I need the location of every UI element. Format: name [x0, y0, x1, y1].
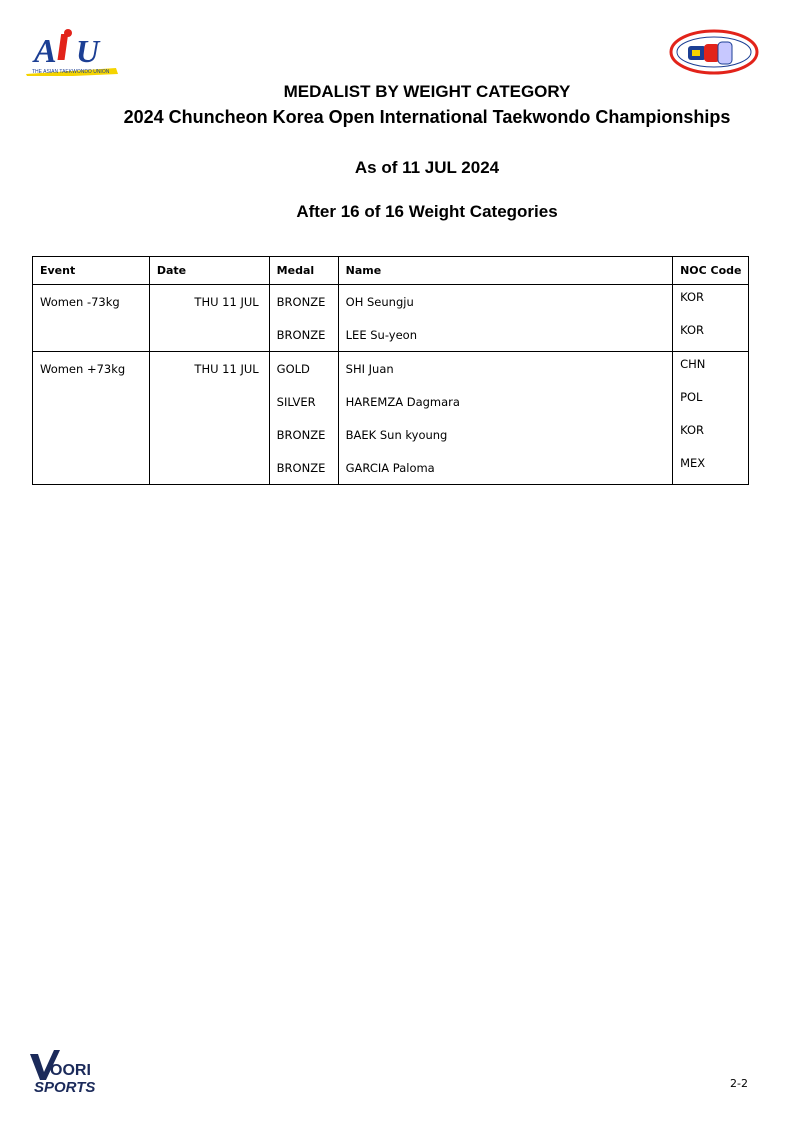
medal-cell: BRONZE — [269, 285, 338, 319]
svg-text:A: A — [34, 33, 57, 70]
name-cell: OH Seungju — [338, 285, 672, 319]
event-cell — [33, 418, 150, 451]
event-subtitle: 2024 Chuncheon Korea Open International Taekwondo Championships — [123, 107, 731, 127]
atu-logo — [26, 28, 120, 76]
name-cell: HAREMZA Dagmara — [338, 385, 672, 418]
table-row — [33, 418, 749, 451]
date-cell — [149, 385, 269, 418]
table-row — [33, 385, 749, 418]
col-header-name: Name — [338, 257, 672, 285]
table-row — [33, 285, 749, 319]
medal-cell: BRONZE — [269, 451, 338, 485]
noc-cell: POL — [673, 385, 749, 418]
col-header-noc: NOC Code — [673, 257, 749, 285]
atu-tagline: THE ASIAN TAEKWONDO UNION — [32, 69, 110, 75]
medalist-table — [32, 256, 749, 485]
name-cell: LEE Su-yeon — [338, 318, 672, 352]
svg-text:U: U — [76, 33, 100, 69]
table-header-row — [33, 257, 749, 285]
table-row — [33, 451, 749, 485]
medal-cell: GOLD — [269, 352, 338, 386]
noc-cell: MEX — [673, 451, 749, 485]
voori-logo-line2: SPORTS — [34, 1079, 96, 1096]
name-cell: GARCIA Paloma — [338, 451, 672, 485]
medal-cell: SILVER — [269, 385, 338, 418]
as-of-date: As of 11 JUL 2024 — [354, 158, 500, 177]
tournament-logo — [668, 28, 760, 78]
table-row — [33, 352, 749, 386]
page-number: 2-2 — [730, 1077, 748, 1090]
name-cell: BAEK Sun kyoung — [338, 418, 672, 451]
medal-cell: BRONZE — [269, 418, 338, 451]
noc-cell: KOR — [673, 318, 749, 352]
table-row — [33, 318, 749, 352]
col-header-date: Date — [149, 257, 269, 285]
medal-cell: BRONZE — [269, 318, 338, 352]
col-header-event: Event — [33, 257, 150, 285]
date-cell — [149, 318, 269, 352]
event-cell — [33, 318, 150, 352]
event-cell: Women -73kg — [33, 285, 150, 319]
date-cell — [149, 451, 269, 485]
date-cell: THU 11 JUL — [149, 352, 269, 386]
progress-status: After 16 of 16 Weight Categories — [296, 202, 558, 221]
col-header-medal: Medal — [269, 257, 338, 285]
voori-logo-line1: OORI — [50, 1062, 91, 1079]
noc-cell: KOR — [673, 285, 749, 319]
noc-cell: KOR — [673, 418, 749, 451]
event-cell — [33, 385, 150, 418]
noc-cell: CHN — [673, 352, 749, 386]
voori-sports-logo — [30, 1050, 120, 1098]
name-cell: SHI Juan — [338, 352, 672, 386]
date-cell: THU 11 JUL — [149, 285, 269, 319]
page-title: MEDALIST BY WEIGHT CATEGORY — [283, 82, 571, 101]
date-cell — [149, 418, 269, 451]
event-cell — [33, 451, 150, 485]
event-cell: Women +73kg — [33, 352, 150, 386]
